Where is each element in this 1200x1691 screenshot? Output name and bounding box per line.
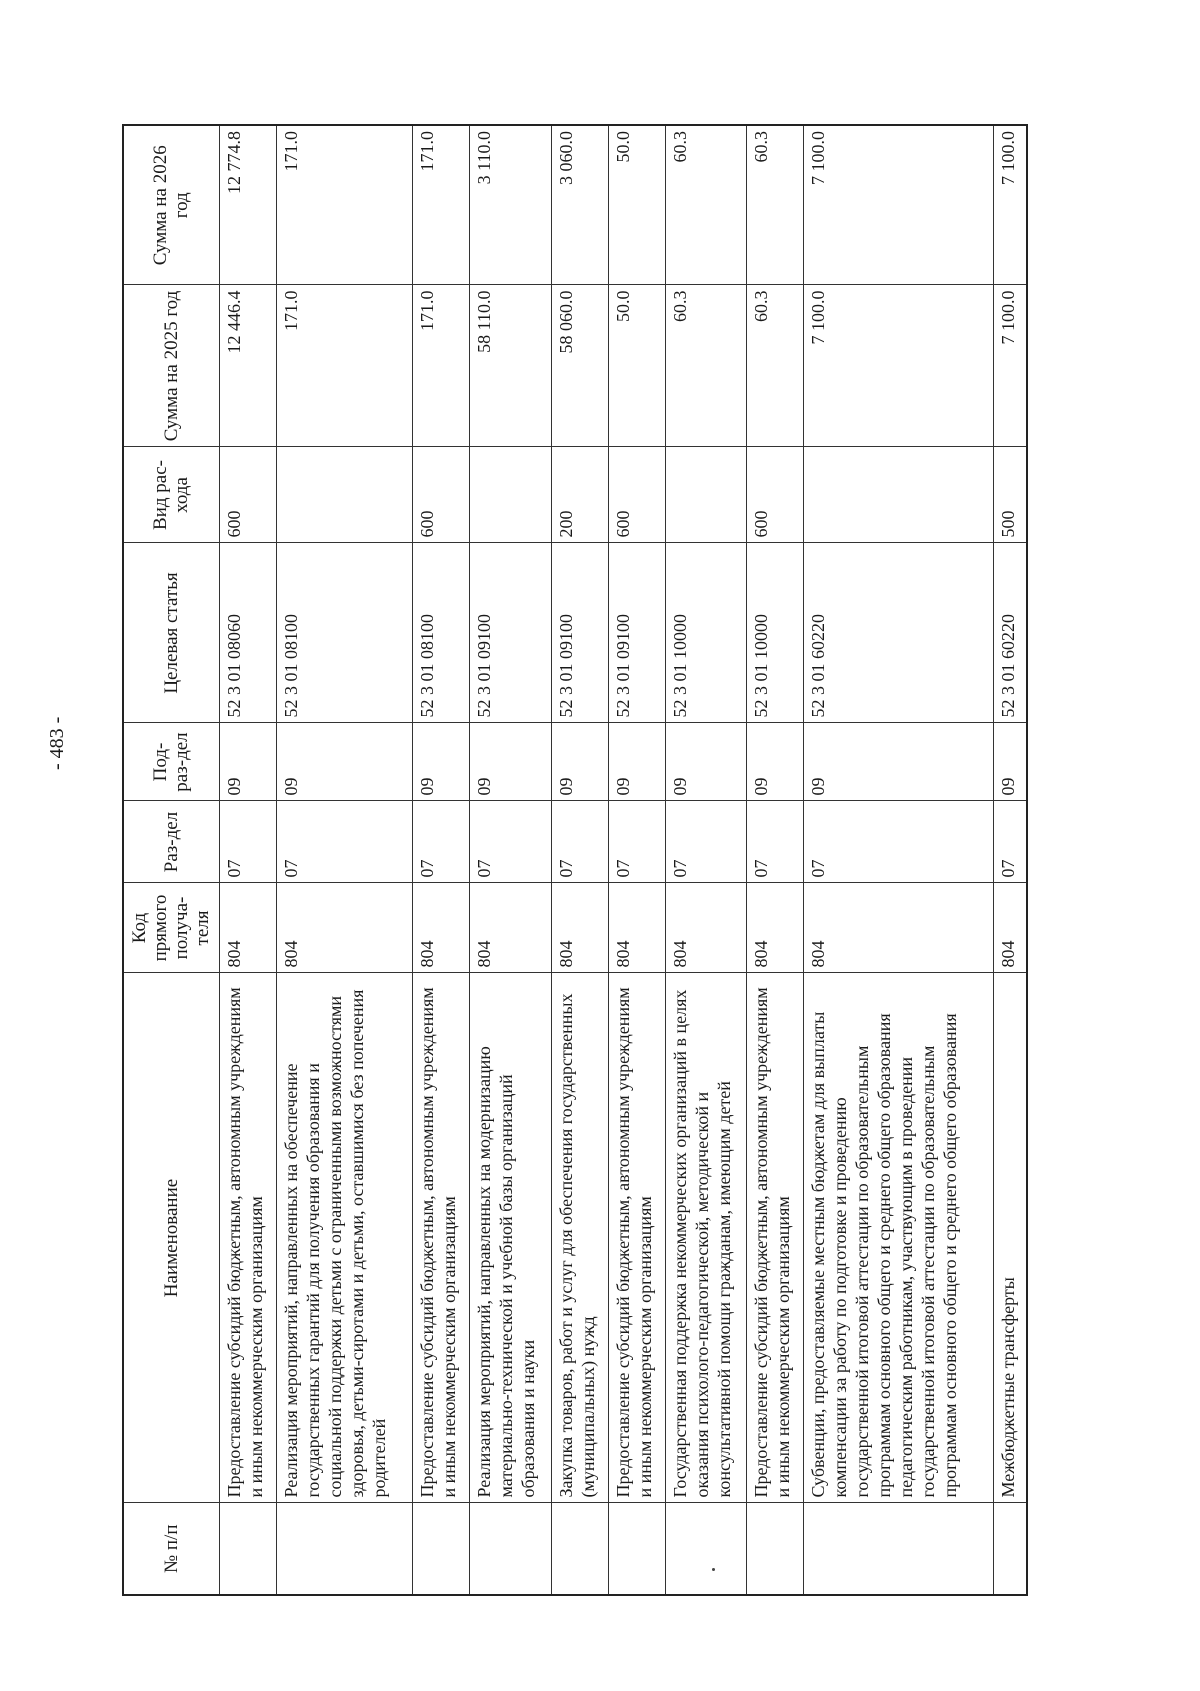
- cell-name: Предоставление субсидий бюджетным, автономным учреждениям и иным некоммерческим организациям: [412, 973, 469, 1503]
- cell-sum2025: 60.3: [747, 285, 804, 447]
- table-row: [412, 125, 469, 1595]
- cell-sum2026: 60.3: [665, 125, 747, 285]
- cell-sum2025: 50.0: [608, 285, 665, 447]
- cell-target: 52 3 01 08100: [276, 543, 412, 723]
- cell-num: [665, 1503, 747, 1595]
- cell-podrazdel: 09: [608, 723, 665, 801]
- cell-razdel: 07: [747, 801, 804, 883]
- cell-podrazdel: 09: [665, 723, 747, 801]
- cell-podrazdel: 09: [551, 723, 608, 801]
- cell-name: Предоставление субсидий бюджетным, автономным учреждениям и иным некоммерческим организациям: [747, 973, 804, 1503]
- table-row: [276, 125, 412, 1595]
- cell-code: 804: [994, 883, 1027, 973]
- cell-sum2026: 12 774.8: [219, 125, 276, 285]
- cell-sum2026: 3 060.0: [551, 125, 608, 285]
- header-sum2025: Сумма на 2025 год: [123, 285, 219, 447]
- cell-code: 804: [551, 883, 608, 973]
- cell-razdel: 07: [469, 801, 551, 883]
- cell-num: [747, 1503, 804, 1595]
- cell-vid: [276, 447, 412, 543]
- header-name: Наименование: [123, 973, 219, 1503]
- cell-sum2026: 3 110.0: [469, 125, 551, 285]
- cell-name: Межбюджетные трансферты: [994, 973, 1027, 1503]
- cell-code: 804: [665, 883, 747, 973]
- cell-target: 52 3 01 60220: [994, 543, 1027, 723]
- cell-target: 52 3 01 09100: [469, 543, 551, 723]
- cell-code: 804: [747, 883, 804, 973]
- cell-num: [804, 1503, 994, 1595]
- header-sum2026: Сумма на 2026 год: [123, 125, 219, 285]
- cell-num: [551, 1503, 608, 1595]
- header-razdel: Раз-дел: [123, 801, 219, 883]
- cell-target: 52 3 01 08060: [219, 543, 276, 723]
- cell-name: Субвенции, предоставляемые местным бюджетам для выплаты компенсации за работу по подготовке и проведению государственной итоговой аттестации по образовательным программам основного общего и среднего общего образования педагогическим работникам, участвующим в проведении государственной итоговой аттестации по образовательным программам основного общего и среднего общего образования: [804, 973, 994, 1503]
- cell-num: [469, 1503, 551, 1595]
- cell-razdel: 07: [276, 801, 412, 883]
- cell-sum2026: 7 100.0: [994, 125, 1027, 285]
- cell-name: Государственная поддержка некоммерческих организаций в целях оказания психолого-педагогической, методической и консультативной помощи гражданам, имеющим детей: [665, 973, 747, 1503]
- cell-num: [219, 1503, 276, 1595]
- cell-vid: 600: [608, 447, 665, 543]
- header-code: Код прямого получа-теля: [123, 883, 219, 973]
- cell-razdel: 07: [412, 801, 469, 883]
- cell-name: Предоставление субсидий бюджетным, автономным учреждениям и иным некоммерческим организациям: [219, 973, 276, 1503]
- cell-code: 804: [469, 883, 551, 973]
- cell-razdel: 07: [219, 801, 276, 883]
- budget-table: [122, 124, 1028, 1596]
- table-body: [219, 125, 1027, 1595]
- cell-num: [994, 1503, 1027, 1595]
- table-row: [219, 125, 276, 1595]
- table-row: [994, 125, 1027, 1595]
- cell-sum2025: 7 100.0: [994, 285, 1027, 447]
- table-row: [551, 125, 608, 1595]
- cell-podrazdel: 09: [219, 723, 276, 801]
- cell-vid: 200: [551, 447, 608, 543]
- cell-podrazdel: 09: [747, 723, 804, 801]
- cell-code: 804: [608, 883, 665, 973]
- cell-code: 804: [412, 883, 469, 973]
- table-row: [469, 125, 551, 1595]
- cell-name: Предоставление субсидий бюджетным, автономным учреждениям и иным некоммерческим организациям: [608, 973, 665, 1503]
- cell-razdel: 07: [551, 801, 608, 883]
- cell-podrazdel: 09: [994, 723, 1027, 801]
- cell-sum2025: 58 060.0: [551, 285, 608, 447]
- cell-podrazdel: 09: [804, 723, 994, 801]
- table-row: [608, 125, 665, 1595]
- cell-sum2025: 60.3: [665, 285, 747, 447]
- rotated-table-container: [122, 126, 1028, 1596]
- cell-num: [412, 1503, 469, 1595]
- table-row: [665, 125, 747, 1595]
- cell-target: 52 3 01 10000: [747, 543, 804, 723]
- cell-sum2026: 171.0: [276, 125, 412, 285]
- cell-sum2026: 7 100.0: [804, 125, 994, 285]
- cell-podrazdel: 09: [469, 723, 551, 801]
- cell-vid: 600: [747, 447, 804, 543]
- cell-name: Закупка товаров, работ и услуг для обеспечения государственных (муниципальных) нужд: [551, 973, 608, 1503]
- cell-sum2026: 171.0: [412, 125, 469, 285]
- header-podrazdel: Под-раз-дел: [123, 723, 219, 801]
- cell-target: 52 3 01 09100: [551, 543, 608, 723]
- page-number: - 483 -: [46, 716, 68, 770]
- cell-razdel: 07: [665, 801, 747, 883]
- cell-name: Реализация мероприятий, направленных на модернизацию материально-технической и учебной базы организаций образования и науки: [469, 973, 551, 1503]
- header-target: Целевая статья: [123, 543, 219, 723]
- cell-sum2025: 171.0: [412, 285, 469, 447]
- cell-code: 804: [804, 883, 994, 973]
- cell-vid: [469, 447, 551, 543]
- cell-podrazdel: 09: [412, 723, 469, 801]
- cell-razdel: 07: [994, 801, 1027, 883]
- header-num: № п/п: [123, 1503, 219, 1595]
- cell-vid: 600: [412, 447, 469, 543]
- cell-target: 52 3 01 08100: [412, 543, 469, 723]
- cell-name: Реализация мероприятий, направленных на обеспечение государственных гарантий для получения образования и социальной поддержки детьми с ограниченными возможностями здоровья, детьми-сиротами и детьми, оставшимися без попечения родителей: [276, 973, 412, 1503]
- cell-sum2025: 12 446.4: [219, 285, 276, 447]
- cell-vid: 500: [994, 447, 1027, 543]
- cell-razdel: 07: [608, 801, 665, 883]
- cell-code: 804: [276, 883, 412, 973]
- cell-code: 804: [219, 883, 276, 973]
- cell-vid: [665, 447, 747, 543]
- cell-target: 52 3 01 10000: [665, 543, 747, 723]
- header-vid: Вид рас-хода: [123, 447, 219, 543]
- table-header-row: [123, 125, 219, 1595]
- cell-sum2025: 171.0: [276, 285, 412, 447]
- cell-sum2025: 58 110.0: [469, 285, 551, 447]
- cell-target: 52 3 01 60220: [804, 543, 994, 723]
- cell-sum2026: 60.3: [747, 125, 804, 285]
- cell-vid: 600: [219, 447, 276, 543]
- cell-num: [276, 1503, 412, 1595]
- table-row: [804, 125, 994, 1595]
- cell-sum2025: 7 100.0: [804, 285, 994, 447]
- cell-target: 52 3 01 09100: [608, 543, 665, 723]
- cell-vid: [804, 447, 994, 543]
- cell-sum2026: 50.0: [608, 125, 665, 285]
- table-row: [747, 125, 804, 1595]
- cell-podrazdel: 09: [276, 723, 412, 801]
- cell-razdel: 07: [804, 801, 994, 883]
- cell-num: [608, 1503, 665, 1595]
